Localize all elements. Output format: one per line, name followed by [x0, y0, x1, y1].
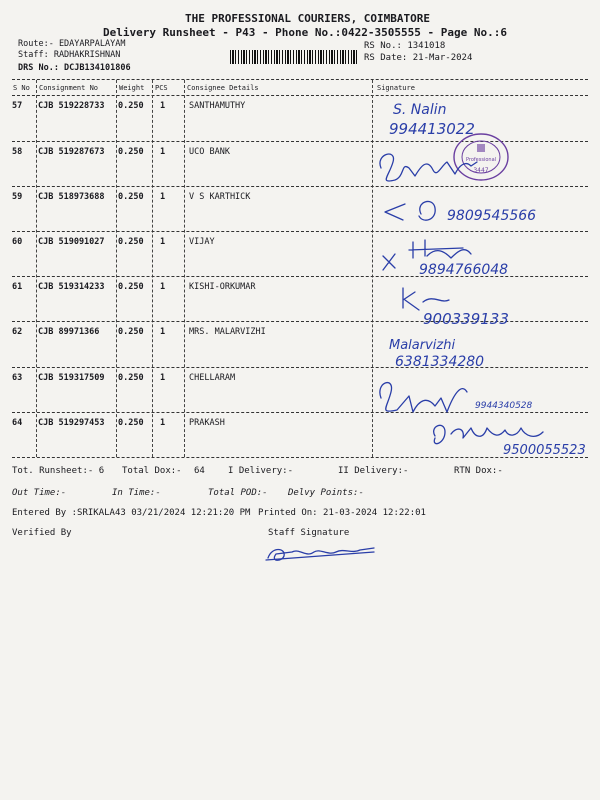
- courier-stamp: [452, 132, 510, 182]
- divider: [12, 412, 588, 413]
- staff-signature: [262, 540, 382, 566]
- col-header-consignee: Consignee Details: [187, 84, 259, 92]
- row-pcs: 1: [160, 192, 166, 202]
- divider: [12, 457, 588, 458]
- delvy-points-label: Delvy Points:-: [288, 488, 364, 498]
- row-pcs: 1: [160, 327, 166, 337]
- divider: [12, 79, 588, 80]
- row-sno: 57: [12, 101, 23, 111]
- printed-on: Printed On: 21-03-2024 12:22:01: [258, 508, 426, 518]
- row-consignment: CJB 519228733: [38, 101, 105, 111]
- row-sno: 60: [12, 237, 23, 247]
- divider: [12, 95, 588, 96]
- handwritten-phone: 9894766048: [419, 262, 509, 278]
- total-pod-label: Total POD:-: [208, 488, 268, 498]
- divider: [12, 276, 588, 277]
- row-consignee: CHELLARAM: [189, 373, 236, 383]
- row-weight: 0.250: [118, 101, 144, 111]
- row-sno: 63: [12, 373, 23, 383]
- row-consignee: MRS. MALARVIZHI: [189, 327, 266, 337]
- out-time-label: Out Time:-: [12, 488, 67, 498]
- row-consignment: CJB 519091027: [38, 237, 105, 247]
- row-weight: 0.250: [118, 237, 144, 247]
- handwritten-phone: 6381334280: [395, 354, 485, 370]
- row-consignment: CJB 519287673: [38, 147, 105, 157]
- table-row: [12, 323, 588, 368]
- row-consignment: CJB 519317509: [38, 373, 105, 383]
- tot-runsheet: Tot. Runsheet:- 6: [12, 466, 105, 476]
- i-delivery-label: I Delivery:-: [228, 466, 294, 476]
- handwritten-phone: 9500055523: [503, 443, 586, 456]
- drs-number: DRS No.: DCJB134101806: [18, 63, 131, 73]
- svg-text:Professional: Professional: [465, 157, 497, 163]
- table-row: [12, 414, 588, 459]
- in-time-label: In Time:-: [112, 488, 161, 498]
- handwritten-phone: 9944340528: [475, 401, 533, 411]
- row-weight: 0.250: [118, 192, 144, 202]
- row-sno: 62: [12, 327, 23, 337]
- col-header-sno: S No: [13, 84, 30, 92]
- runsheet-title: Delivery Runsheet - P43 - Phone No.:0422-3505555 - Page No.:6: [103, 26, 507, 39]
- table-row: [12, 188, 588, 233]
- row-pcs: 1: [160, 373, 166, 383]
- row-weight: 0.250: [118, 418, 144, 428]
- row-consignment: CJB 519297453: [38, 418, 105, 428]
- row-consignee: SANTHAMUTHY: [189, 101, 246, 111]
- total-dox-value: 64: [194, 466, 205, 476]
- row-sno: 64: [12, 418, 23, 428]
- row-weight: 0.250: [118, 282, 144, 292]
- divider: [12, 367, 588, 368]
- barcode: [230, 50, 358, 64]
- rs-date: RS Date: 21-Mar-2024: [364, 53, 473, 63]
- ii-delivery-label: II Delivery:-: [338, 466, 409, 476]
- row-pcs: 1: [160, 418, 166, 428]
- row-pcs: 1: [160, 282, 166, 292]
- divider: [12, 321, 588, 322]
- handwritten-name: S. Nalin: [393, 102, 447, 118]
- entered-by: Entered By :SRIKALA43 03/21/2024 12:21:20 PM: [12, 508, 251, 518]
- table-row: [12, 233, 588, 278]
- verified-by: Verified By: [12, 528, 72, 538]
- company-title: THE PROFESSIONAL COURIERS, COIMBATORE: [185, 12, 431, 25]
- row-pcs: 1: [160, 237, 166, 247]
- row-pcs: 1: [160, 147, 166, 157]
- row-sno: 59: [12, 192, 23, 202]
- handwritten-phone: 994413022: [389, 120, 475, 138]
- row-consignee: VIJAY: [189, 237, 215, 247]
- row-consignment: CJB 518973688: [38, 192, 105, 202]
- rs-number: RS No.: 1341018: [364, 41, 446, 51]
- row-pcs: 1: [160, 101, 166, 111]
- row-consignee: KISHI-ORKUMAR: [189, 282, 256, 292]
- table-row: [12, 278, 588, 323]
- row-sno: 61: [12, 282, 23, 292]
- staff-signature-label: Staff Signature: [268, 528, 350, 538]
- row-sno: 58: [12, 147, 23, 157]
- row-weight: 0.250: [118, 327, 144, 337]
- row-consignee: PRAKASH: [189, 418, 225, 428]
- row-consignment: CJB 89971366: [38, 327, 100, 337]
- svg-text:3447: 3447: [473, 167, 489, 174]
- row-weight: 0.250: [118, 373, 144, 383]
- col-header-pcs: PCS: [155, 84, 168, 92]
- handwritten-phone: 900339133: [423, 310, 509, 328]
- col-header-consignment: Consignment No: [39, 84, 99, 92]
- handwritten-phone: 9809545566: [447, 208, 537, 224]
- divider: [12, 186, 588, 187]
- divider: [12, 231, 588, 232]
- row-consignee: UCO BANK: [189, 147, 230, 157]
- route-label: Route:- EDAYARPALAYAM: [18, 39, 126, 49]
- staff-label: Staff: RADHAKRISHNAN: [18, 50, 121, 60]
- handwritten-name: Malarvizhi: [389, 338, 456, 353]
- col-header-weight: Weight: [119, 84, 145, 92]
- row-consignment: CJB 519314233: [38, 282, 105, 292]
- total-dox-label: Total Dox:-: [122, 466, 182, 476]
- row-weight: 0.250: [118, 147, 144, 157]
- col-header-signature: Signature: [377, 84, 415, 92]
- rtn-dox-label: RTN Dox:-: [454, 466, 503, 476]
- row-consignee: V S KARTHICK: [189, 192, 251, 202]
- table-row: [12, 369, 588, 414]
